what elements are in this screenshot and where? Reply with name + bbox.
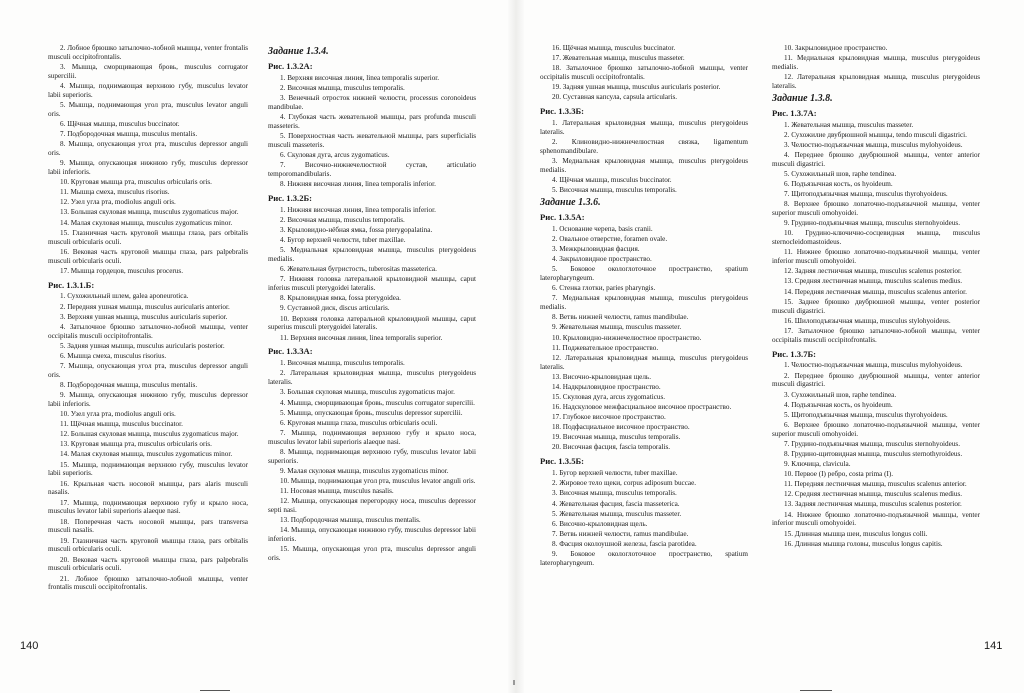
legend-list-1-3-5b-continued — [772, 44, 980, 91]
legend-item: 1. Нижняя височная линия, linea temporalis inferior. — [280, 205, 436, 214]
legend-item: 9. Мышца, опускающая нижнюю губу, musculus depressor labii inferioris. — [48, 391, 248, 408]
legend-item: 1. Сухожильный шлем, galea aponeurotica. — [60, 292, 189, 301]
legend-item: 7. Грудино-подъязычная мышца, musculus sternohyoideus. — [784, 439, 961, 448]
legend-item: 18. Поперечная часть носовой мышцы, pars transversa musculi nasalis. — [48, 517, 248, 535]
legend-item: 2. Височная мышца, musculus temporalis. — [280, 216, 405, 224]
legend-item: 7. Нижняя головка латеральной крыловидной мышцы, caput inferius musculi pterygoidei lateralis. — [268, 275, 476, 293]
legend-item: 17. Мышца гордецов, musculus procerus. — [60, 266, 183, 275]
legend-item: 12. Мышца, опускающая перегородку носа, musculus depressor septi nasi. — [268, 497, 476, 515]
legend-item: 3. Сухожильный шов, raphe tendinea. — [784, 390, 897, 399]
legend-item: 1. Жевательная мышца, musculus masseter. — [784, 120, 914, 129]
task-title-1-3-8: Задание 1.3.8. — [772, 92, 833, 104]
legend-item: 10. Круговая мышца рта, musculus orbicularis oris. — [60, 178, 212, 187]
legend-item: 20. Суставная капсула, capsula articularis. — [552, 93, 678, 102]
legend-item: 10. Первое (I) ребро, costa prima (I). — [784, 470, 894, 479]
book-gutter — [508, 0, 524, 693]
page-number-left: 140 — [20, 640, 39, 652]
legend-item: 6. Щёчная мышца, musculus buccinator. — [60, 120, 180, 128]
legend-item: 5. Жевательная мышца, musculus masseter. — [552, 509, 682, 518]
legend-item: 8. Нижняя височная линия, linea temporalis inferior. — [280, 180, 436, 189]
legend-item: 9. Жевательная мышца, musculus masseter. — [552, 323, 682, 332]
legend-item: 3. Большая скуловая мышца, musculus zygomaticus major. — [280, 388, 455, 397]
legend-item: 17. Глубокое височное пространство. — [552, 413, 666, 422]
legend-item: 6. Мышца смеха, musculus risorius. — [60, 351, 167, 360]
figure-heading-1-3-2a: Рис. 1.3.2А: — [268, 60, 313, 71]
legend-item: 11. Поджевательное пространство. — [552, 343, 659, 352]
legend-item: 8. Фасция околоушной железы, fascia parotidea. — [552, 539, 697, 548]
legend-item: 14. Передняя лестничная мышца, musculus scalenus anterior. — [784, 287, 967, 296]
legend-item: 13. Подбородочная мышца, musculus mentalis. — [280, 516, 421, 525]
legend-item: 8. Верхнее брюшко лопаточно-подъязычной мышцы, venter superior musculi omohyoidei. — [772, 200, 980, 218]
legend-item: 7. Медиальная крыловидная мышца, musculus pterygoideus medialis. — [540, 294, 748, 312]
legend-item: 2. Овальное отверстие, foramen ovale. — [552, 235, 668, 243]
legend-item: 14. Малая скуловая мышца, musculus zygomaticus minor. — [60, 450, 233, 459]
legend-item: 3. Медиальная крыловидная мышца, musculus pterygoideus medialis. — [540, 157, 748, 174]
legend-item: 6. Височно-крыловидная щель. — [552, 519, 648, 528]
legend-item: 1. Бугор верхней челюсти, tuber maxillae. — [552, 469, 678, 478]
figure-heading-1-3-2b: Рис. 1.3.2Б: — [268, 193, 313, 203]
legend-item: 10. Грудино-ключично-сосцевидная мышца, musculus sternocleidomastoideus. — [772, 229, 980, 247]
legend-item: 2. Лобное брюшко затылочно-лобной мышцы, venter frontalis musculi occipitofrontalis. — [48, 44, 248, 61]
legend-item: 9. Малая скуловая мышца, musculus zygomaticus minor. — [280, 466, 449, 475]
legend-list-1-3-7a — [772, 121, 980, 345]
legend-item: 14. Малая скуловая мышца, musculus zygomaticus minor. — [60, 218, 233, 227]
legend-item: 1. Верхняя височная линия, linea temporalis superior. — [280, 73, 440, 82]
legend-item: 5. Мышца, поднимающая угол рта, musculus levator anguli oris. — [48, 101, 248, 118]
legend-item: 11. Мышца смеха, musculus risorius. — [60, 188, 170, 197]
legend-item: 7. Ветвь нижней челюсти, ramus mandibulae. — [552, 529, 689, 538]
legend-item: 5. Щитоподъязычная мышца, musculus thyrohyoideus. — [784, 410, 948, 419]
legend-item: 16. Надскуловое межфасциальное височное пространство. — [552, 403, 732, 412]
legend-item: 17. Мышца, поднимающая верхнюю губу и крыло носа, musculus levator labii superioris alaeque nasi. — [48, 498, 248, 516]
legend-list-1-3-7b — [772, 361, 980, 548]
legend-item: 9. Боковое окологлоточное пространство, spatium lateropharyngeum. — [540, 549, 748, 567]
legend-item: 12. Латеральная крыловидная мышца, musculus pterygoideus lateralis. — [540, 353, 748, 371]
legend-list-1-3-3a — [268, 359, 476, 563]
legend-item: 13. Большая скуловая мышца, musculus zygomaticus major. — [60, 208, 239, 217]
legend-item: 4. Бугор верхней челюсти, tuber maxillae. — [280, 236, 406, 245]
legend-item: 1. Челюстно-подъязычная мышца, musculus mylohyoideus. — [784, 361, 963, 370]
legend-item: 6. Круговая мышца глаза, musculus orbicularis oculi. — [280, 418, 438, 427]
legend-item: 3. Крыловидно-нёбная ямка, fossa pterygopalatina. — [280, 226, 433, 235]
legend-item: 5. Поверхностная часть жевательной мышцы, pars superficialis musculi masseteris. — [268, 132, 476, 149]
legend-item: 9. Ключица, clavicula. — [784, 460, 851, 469]
legend-item: 15. Заднее брюшко двубрюшной мышцы, venter posterior musculi digastrici. — [772, 297, 980, 315]
legend-item: 2. Сухожилие двубрюшной мышцы, tendo musculi digastrici. — [784, 130, 967, 139]
legend-item: 19. Височная мышца, musculus temporalis. — [552, 433, 681, 442]
legend-item: 19. Глазничная часть круговой мышцы глаза, pars orbitalis musculi orbicularis oculi. — [48, 536, 248, 554]
legend-item: 2. Передняя ушная мышца, musculus auricularis anterior. — [60, 302, 230, 311]
legend-list-1-3-1b — [48, 292, 248, 592]
legend-item: 6. Стенка глотки, paries pharyngis. — [552, 284, 656, 293]
legend-item: 11. Медиальная крыловидная мышца, musculus pterygoideus medialis. — [772, 54, 980, 71]
legend-item: 14. Нижнее брюшко лопаточно-подъязычной мышцы, venter inferior musculi omohyoidei. — [772, 510, 980, 528]
legend-item: 12. Задняя лестничная мышца, musculus scalenus posterior. — [784, 267, 962, 276]
legend-item: 18. Подфасциальное височное пространство. — [552, 423, 690, 432]
legend-item: 6. Подъязычная кость, os hyoideum. — [784, 180, 893, 189]
legend-item: 4. Жевательная фасция, fascia masseterica. — [552, 499, 680, 508]
legend-item: 12. Большая скуловая мышца, musculus zygomaticus major. — [60, 430, 239, 439]
legend-item: 17. Затылочное брюшко затылочно-лобной мышцы, venter occipitalis musculi occipitofrontalis. — [772, 326, 980, 344]
legend-item: 10. Крыловидно-нижнечелюстное пространство. — [552, 333, 702, 342]
figure-heading-1-3-3b: Рис. 1.3.3Б: — [540, 106, 585, 117]
legend-item: 8. Мышца, опускающая угол рта, musculus depressor anguli oris. — [48, 140, 248, 158]
legend-list-1-3-3b — [540, 119, 748, 195]
figure-heading-1-3-5a: Рис. 1.3.5А: — [540, 212, 585, 222]
legend-item: 11. Передняя лестничная мышца, musculus scalenus anterior. — [784, 480, 967, 489]
legend-list-1-3-5b — [540, 469, 748, 568]
figure-heading-1-3-1b: Рис. 1.3.1.Б: — [48, 279, 95, 290]
legend-item: 5. Боковое окологлоточное пространство, spatium lateropharyngeum. — [540, 265, 748, 283]
left-page-column-2 — [268, 44, 476, 564]
legend-item: 8. Подбородочная мышца, musculus mentalis. — [60, 380, 198, 389]
task-title-1-3-6: Задание 1.3.6. — [540, 197, 601, 209]
figure-heading-1-3-7b: Рис. 1.3.7Б: — [772, 348, 817, 359]
legend-item: 3. Венечный отросток нижней челюсти, processus coronoideus mandibulae. — [268, 94, 476, 111]
legend-item: 15. Скуловая дуга, arcus zygomaticus. — [552, 392, 666, 401]
legend-list-1-3-5a — [540, 225, 748, 452]
legend-item: 5. Мышца, опускающая бровь, musculus depressor supercilii. — [280, 408, 463, 417]
scan-mark — [800, 690, 832, 691]
legend-item: 16. Крыльная часть носовой мышцы, pars alaris musculi nasalis. — [48, 479, 248, 497]
legend-item: 10. Узел угла рта, modiolus anguli oris. — [60, 410, 176, 419]
legend-item: 8. Ветвь нижней челюсти, ramus mandibulae. — [552, 313, 689, 322]
legend-item: 16. Длинная мышца головы, musculus longus capitis. — [784, 539, 943, 548]
legend-item: 4. Глубокая часть жевательной мышцы, pars profunda musculi masseteris. — [268, 113, 476, 130]
legend-item: 12. Средняя лестничная мышца, musculus scalenus medius. — [784, 490, 963, 499]
legend-item: 3. Мышца, сморщивающая бровь, musculus corrugator supercilii. — [48, 63, 248, 80]
legend-item: 15. Мышца, поднимающая верхнюю губу, musculus levator labii superioris. — [48, 460, 248, 478]
legend-item: 6. Жевательная бугристость, tuberositas masseterica. — [280, 265, 437, 274]
legend-item: 6. Верхнее брюшко лопаточно-подъязычной мышцы, venter superior musculi omohyoidei. — [772, 420, 980, 438]
legend-item: 5. Медиальная крыловидная мышца, musculus pterygoideus medialis. — [268, 246, 476, 264]
legend-item: 15. Глазничная часть круговой мышцы глаза, pars orbitalis musculi orbicularis oculi. — [48, 228, 248, 246]
legend-item: 8. Крыловидная ямка, fossa pterygoidea. — [280, 294, 401, 303]
legend-item: 14. Надкрыловидное пространство. — [552, 382, 661, 391]
legend-item: 4. Переднее брюшко двубрюшной мышцы, venter anterior musculi digastrici. — [772, 151, 980, 168]
legend-item: 3. Челюстно-подъязычная мышца, musculus mylohyoideus. — [784, 140, 963, 149]
legend-item: 12. Узел угла рта, modiolus anguli oris. — [60, 198, 176, 207]
legend-item: 11. Носовая мышца, musculus nasalis. — [280, 487, 394, 496]
legend-item: 4. Подъязычная кость, os hyoideum. — [784, 400, 893, 409]
legend-item: 6. Скуловая дуга, arcus zygomaticus. — [280, 151, 390, 159]
legend-item: 21. Лобное брюшко затылочно-лобной мышцы, venter frontalis musculi occipitofrontalis. — [48, 574, 248, 592]
legend-item: 10. Мышца, поднимающая угол рта, musculus levator anguli oris. — [280, 476, 476, 485]
legend-list-1-3-1a-continued — [48, 44, 248, 276]
legend-list-1-3-3a-continued — [540, 44, 748, 102]
legend-item: 1. Латеральная крыловидная мышца, musculus pterygoideus lateralis. — [540, 119, 748, 136]
legend-item: 19. Задняя ушная мышца, musculus auricularis posterior. — [552, 83, 721, 92]
legend-item: 5. Задняя ушная мышца, musculus auricularis posterior. — [60, 341, 225, 350]
legend-item: 16. Щёчная мышца, musculus buccinator. — [552, 44, 676, 52]
legend-item: 4. Закрыловидное пространство. — [552, 255, 652, 264]
legend-item: 11. Верхняя височная линия, linea temporalis superior. — [280, 333, 443, 342]
legend-item: 14. Мышца, опускающая нижнюю губу, musculus depressor labii inferioris. — [268, 526, 476, 544]
legend-item: 3. Верхняя ушная мышца, musculus auricularis superior. — [60, 312, 228, 321]
legend-item: 2. Клиновидно-нижнечелюстная связка, ligamentum sphenomandibulare. — [540, 138, 748, 155]
legend-item: 18. Затылочное брюшко затылочно-лобной мышцы, venter occipitalis musculi occipitofrontalis. — [540, 64, 748, 82]
figure-heading-1-3-5b: Рис. 1.3.5Б: — [540, 456, 585, 467]
legend-list-1-3-2a — [268, 74, 476, 189]
legend-item: 9. Мышца, опускающая нижнюю губу, musculus depressor labii inferioris. — [48, 159, 248, 177]
scan-mark — [513, 680, 515, 685]
legend-item: 7. Щитоподъязычная мышца, musculus thyrohyoideus. — [784, 190, 948, 199]
legend-item: 2. Жировое тело щеки, corpus adiposum buccae. — [552, 479, 697, 488]
legend-item: 1. Основание черепа, basis cranii. — [552, 224, 653, 233]
legend-item: 4. Затылочное брюшко затылочно-лобной мышцы, venter occipitalis musculi occipitofrontalis. — [48, 322, 248, 340]
legend-item: 10. Верхняя головка латеральной крыловидной мышцы, caput superius musculi pterygoidei lateralis. — [268, 314, 476, 332]
legend-item: 7. Подбородочная мышца, musculus mentalis. — [60, 130, 198, 139]
legend-item: 9. Грудино-подъязычная мышца, musculus sternohyoideus. — [784, 219, 961, 228]
legend-item: 1. Височная мышца, musculus temporalis. — [280, 359, 405, 368]
legend-item: 10. Закрыловидное пространство. — [784, 44, 888, 52]
legend-item: 4. Щёчная мышца, musculus buccinator. — [552, 176, 672, 185]
page-number-right: 141 — [984, 640, 1003, 652]
scan-mark — [200, 690, 230, 691]
legend-item: 16. Шилоподъязычная мышца, musculus stylohyoideus. — [784, 316, 951, 325]
legend-item: 7. Мышца, опускающая угол рта, musculus depressor anguli oris. — [48, 361, 248, 379]
legend-item: 16. Вековая часть круговой мышцы глаза, pars palpebralis musculi orbicularis oculi. — [48, 247, 248, 265]
legend-item: 15. Длинная мышца шеи, musculus longus colli. — [784, 529, 928, 538]
legend-item: 3. Височная мышца, musculus temporalis. — [552, 489, 677, 498]
right-page-column-2 — [772, 44, 980, 550]
legend-item: 7. Височно-нижнечелюстной сустав, articulatio temporomandibularis. — [268, 161, 476, 178]
legend-item: 13. Задняя лестничная мышца, musculus scalenus posterior. — [784, 500, 962, 509]
legend-item: 2. Латеральная крыловидная мышца, musculus pterygoideus lateralis. — [268, 369, 476, 387]
legend-list-1-3-2b — [268, 206, 476, 343]
left-page-column-1 — [48, 44, 248, 594]
legend-item: 11. Щёчная мышца, musculus buccinator. — [60, 420, 183, 429]
legend-item: 4. Мышца, поднимающая верхнюю губу, musculus levator labii superioris. — [48, 82, 248, 99]
figure-heading-1-3-7a: Рис. 1.3.7А: — [772, 107, 817, 118]
legend-item: 2. Переднее брюшко двубрюшной мышцы, venter anterior musculi digastrici. — [772, 371, 980, 389]
legend-item: 3. Межкрыловидная фасция. — [552, 245, 640, 254]
legend-item: 8. Мышца, поднимающая верхнюю губу, musculus levator labii superioris. — [268, 447, 476, 465]
legend-item: 13. Средняя лестничная мышца, musculus scalenus medius. — [784, 277, 963, 286]
legend-item: 20. Височная фасция, fascia temporalis. — [552, 443, 671, 452]
legend-item: 8. Грудино-щитовидная мышца, musculus sternothyroideus. — [784, 449, 963, 458]
right-page-column-1 — [540, 44, 748, 569]
legend-item: 17. Жевательная мышца, musculus masseter. — [552, 54, 685, 63]
figure-heading-1-3-3a: Рис. 1.3.3А: — [268, 346, 313, 357]
legend-item: 15. Мышца, опускающая угол рта, musculus depressor anguli oris. — [268, 545, 476, 563]
legend-item: 20. Вековая часть круговой мышцы глаза, pars palpebralis musculi orbicularis oculi. — [48, 555, 248, 573]
legend-item: 13. Височно-крыловидная щель. — [552, 372, 651, 381]
legend-item: 12. Латеральная крыловидная мышца, musculus pterygoideus lateralis. — [772, 73, 980, 90]
legend-item: 7. Мышца, поднимающая верхнюю губу и крыло носа, musculus levator labii superioris alaeque nasi. — [268, 428, 476, 446]
legend-item: 11. Нижнее брюшко лопаточно-подъязычной мышцы, venter inferior musculi omohyoidei. — [772, 248, 980, 266]
task-title-1-3-4: Задание 1.3.4. — [268, 46, 329, 57]
legend-item: 13. Круговая мышца рта, musculus orbicularis oris. — [60, 440, 212, 449]
legend-item: 4. Мышца, сморщивающая бровь, musculus corrugator supercilii. — [280, 398, 475, 407]
legend-item: 5. Сухожильный шов, raphe tendinea. — [784, 170, 897, 178]
legend-item: 9. Суставной диск, discus articularis. — [280, 304, 390, 313]
legend-item: 5. Височная мышца, musculus temporalis. — [552, 186, 677, 195]
legend-item: 2. Височная мышца, musculus temporalis. — [280, 83, 405, 92]
